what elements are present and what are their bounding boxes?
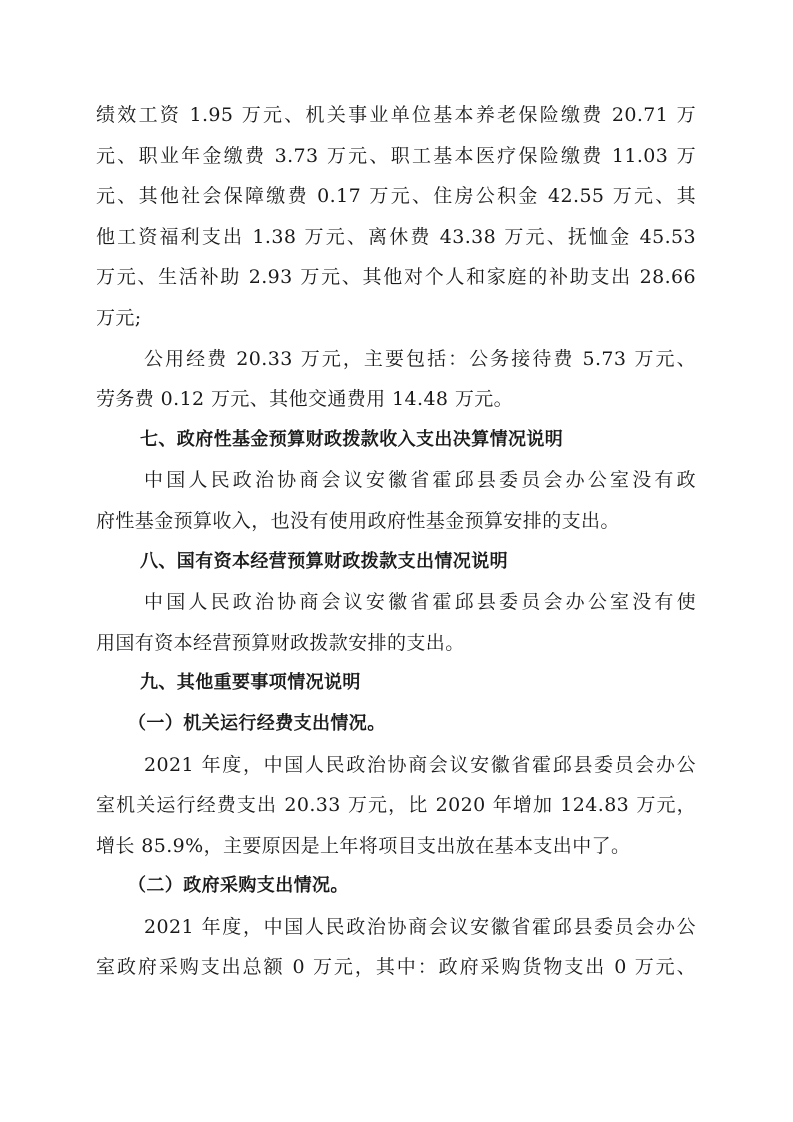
section-heading-7: 七、政府性基金预算财政拨款收入支出决算情况说明 xyxy=(140,428,564,450)
subsection-heading-9-1: （一）机关运行经费支出情况。 xyxy=(128,712,386,734)
text-line: 劳务费 0.12 万元、其他交通费用 14.48 万元。 xyxy=(96,388,514,411)
text-line: 室机关运行经费支出 20.33 万元，比 2020 年增加 124.83 万元， xyxy=(96,794,696,817)
text-line: 中国人民政治协商会议安徽省霍邱县委员会办公室没有使 xyxy=(144,591,696,614)
text-line: 元、其他社会保障缴费 0.17 万元、住房公积金 42.55 万元、其 xyxy=(96,185,696,208)
text-line: 中国人民政治协商会议安徽省霍邱县委员会办公室没有政 xyxy=(144,469,696,492)
text-line: 元、职业年金缴费 3.73 万元、职工基本医疗保险缴费 11.03 万 xyxy=(96,144,696,167)
text-line: 万元、生活补助 2.93 万元、其他对个人和家庭的补助支出 28.66 xyxy=(96,266,696,289)
section-heading-9: 九、其他重要事项情况说明 xyxy=(140,672,361,694)
subsection-heading-9-2: （二）政府采购支出情况。 xyxy=(128,875,349,897)
text-line: 2021 年度，中国人民政治协商会议安徽省霍邱县委员会办公 xyxy=(144,753,696,776)
text-line: 增长 85.9%，主要原因是上年将项目支出放在基本支出中了。 xyxy=(96,834,631,857)
text-line: 公用经费 20.33 万元，主要包括：公务接待费 5.73 万元、 xyxy=(144,347,696,370)
text-line: 2021 年度，中国人民政治协商会议安徽省霍邱县委员会办公 xyxy=(144,915,696,938)
document-page xyxy=(96,95,696,988)
section-heading-8: 八、国有资本经营预算财政拨款支出情况说明 xyxy=(140,550,508,572)
text-line: 府性基金预算收入，也没有使用政府性基金预算安排的支出。 xyxy=(96,509,620,532)
text-line: 万元; xyxy=(96,306,142,329)
text-line: 绩效工资 1.95 万元、机关事业单位基本养老保险缴费 20.71 万 xyxy=(96,104,696,126)
text-line: 用国有资本经营预算财政拨款安排的支出。 xyxy=(96,631,465,654)
text-line: 室政府采购支出总额 0 万元，其中：政府采购货物支出 0 万元、 xyxy=(96,956,696,979)
text-line: 他工资福利支出 1.38 万元、离休费 43.38 万元、抚恤金 45.53 xyxy=(96,225,696,248)
